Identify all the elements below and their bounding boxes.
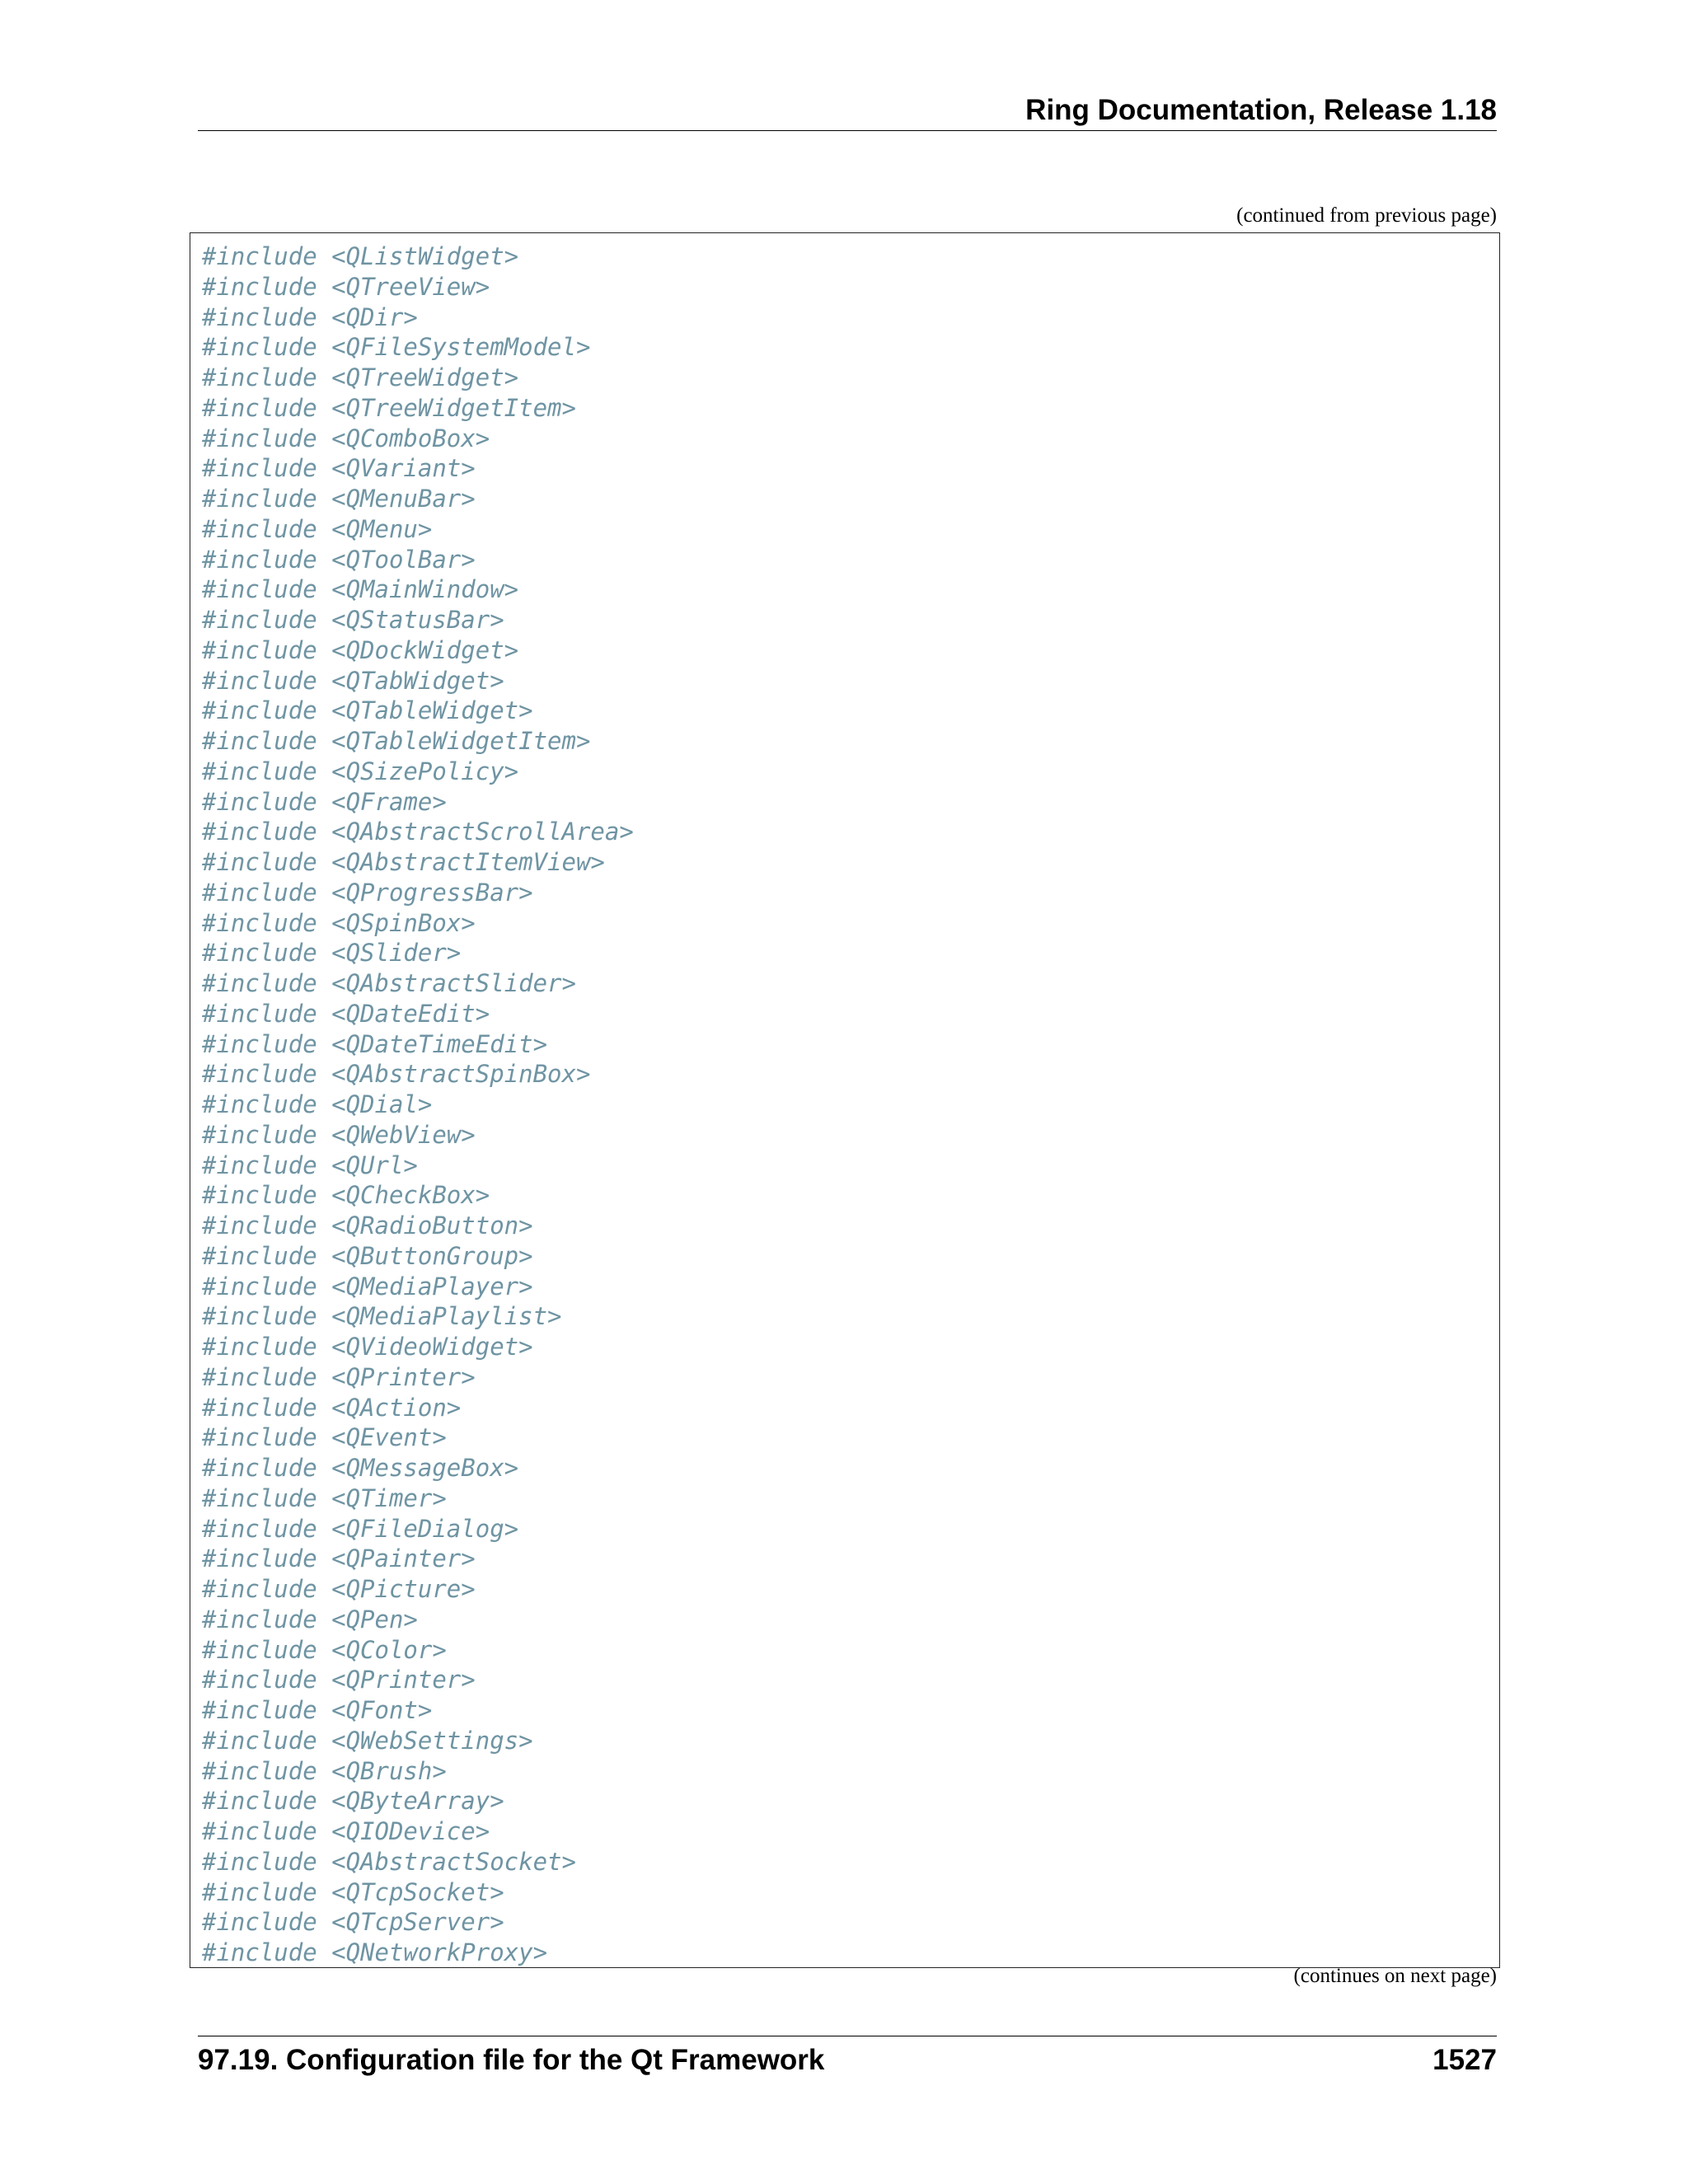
code-line: #include <QAbstractSpinBox> [202, 1060, 591, 1089]
code-line: #include <QAbstractSocket> [202, 1847, 576, 1876]
header-rule [198, 130, 1497, 131]
code-line: #include <QVariant> [202, 454, 476, 483]
page-header-title: Ring Documentation, Release 1.18 [1025, 94, 1497, 126]
code-line: #include <QComboBox> [202, 424, 490, 452]
code-line: #include <QAction> [202, 1393, 462, 1422]
code-line: #include <QUrl> [202, 1151, 418, 1179]
code-line: #include <QAbstractItemView> [202, 848, 605, 876]
code-line: #include <QListWidget> [202, 242, 519, 270]
code-line: #include <QCheckBox> [202, 1181, 490, 1210]
code-line: #include <QPen> [202, 1605, 418, 1633]
code-line: #include <QSlider> [202, 939, 462, 968]
code-line: #include <QColor> [202, 1635, 447, 1664]
code-line: #include <QToolBar> [202, 545, 476, 574]
code-line: #include <QTabWidget> [202, 666, 504, 695]
code-line: #include <QByteArray> [202, 1787, 504, 1816]
code-line: #include <QMenuBar> [202, 485, 476, 513]
code-line: #include <QStatusBar> [202, 606, 504, 634]
code-line: #include <QSizePolicy> [202, 757, 519, 785]
code-line: #include <QWebSettings> [202, 1726, 533, 1755]
code-line: #include <QFileSystemModel> [202, 333, 591, 362]
continued-from-previous-note: (continued from previous page) [1236, 204, 1497, 227]
code-line: #include <QMessageBox> [202, 1454, 519, 1482]
footer-section-title: 97.19. Configuration file for the Qt Framework [198, 2044, 825, 2076]
code-line: #include <QProgressBar> [202, 878, 533, 907]
page-number: 1527 [1432, 2044, 1497, 2076]
code-line: #include <QTableWidgetItem> [202, 727, 591, 755]
code-line: #include <QDateEdit> [202, 999, 490, 1028]
code-line: #include <QTcpServer> [202, 1908, 504, 1937]
code-line: #include <QAbstractScrollArea> [202, 818, 634, 846]
code-line: #include <QPicture> [202, 1575, 476, 1603]
code-line: #include <QPrinter> [202, 1362, 476, 1391]
code-line: #include <QDial> [202, 1090, 433, 1118]
code-line: #include <QMenu> [202, 514, 433, 543]
code-line: #include <QDir> [202, 302, 418, 331]
code-line: #include <QPainter> [202, 1544, 476, 1573]
code-line: #include <QTimer> [202, 1483, 447, 1512]
continues-on-next-note: (continues on next page) [1293, 1965, 1497, 1987]
code-line: #include <QNetworkProxy> [202, 1938, 548, 1966]
code-block [190, 232, 1500, 1968]
code-line: #include <QTcpSocket> [202, 1877, 504, 1906]
code-line: #include <QWebView> [202, 1120, 476, 1149]
code-line: #include <QMainWindow> [202, 575, 519, 604]
code-line: #include <QSpinBox> [202, 908, 476, 937]
code-line: #include <QRadioButton> [202, 1212, 533, 1240]
code-line: #include <QButtonGroup> [202, 1241, 533, 1270]
code-line: #include <QFileDialog> [202, 1514, 519, 1543]
code-line: #include <QIODevice> [202, 1817, 490, 1845]
code-line: #include <QAbstractSlider> [202, 969, 576, 997]
code-line: #include <QDockWidget> [202, 635, 519, 664]
code-line: #include <QBrush> [202, 1756, 447, 1785]
code-line: #include <QTreeWidgetItem> [202, 393, 576, 422]
code-line: #include <QTreeWidget> [202, 363, 519, 391]
code-line: #include <QFrame> [202, 787, 447, 816]
code-line: #include <QDateTimeEdit> [202, 1029, 548, 1058]
code-line: #include <QTreeView> [202, 272, 490, 301]
code-line: #include <QTableWidget> [202, 696, 533, 725]
code-line: #include <QFont> [202, 1696, 433, 1724]
code-line: #include <QVideoWidget> [202, 1333, 533, 1361]
code-line: #include <QPrinter> [202, 1666, 476, 1694]
code-line: #include <QMediaPlayer> [202, 1272, 533, 1301]
code-line: #include <QMediaPlaylist> [202, 1302, 562, 1331]
code-lines [202, 241, 634, 1968]
code-line: #include <QEvent> [202, 1423, 447, 1452]
